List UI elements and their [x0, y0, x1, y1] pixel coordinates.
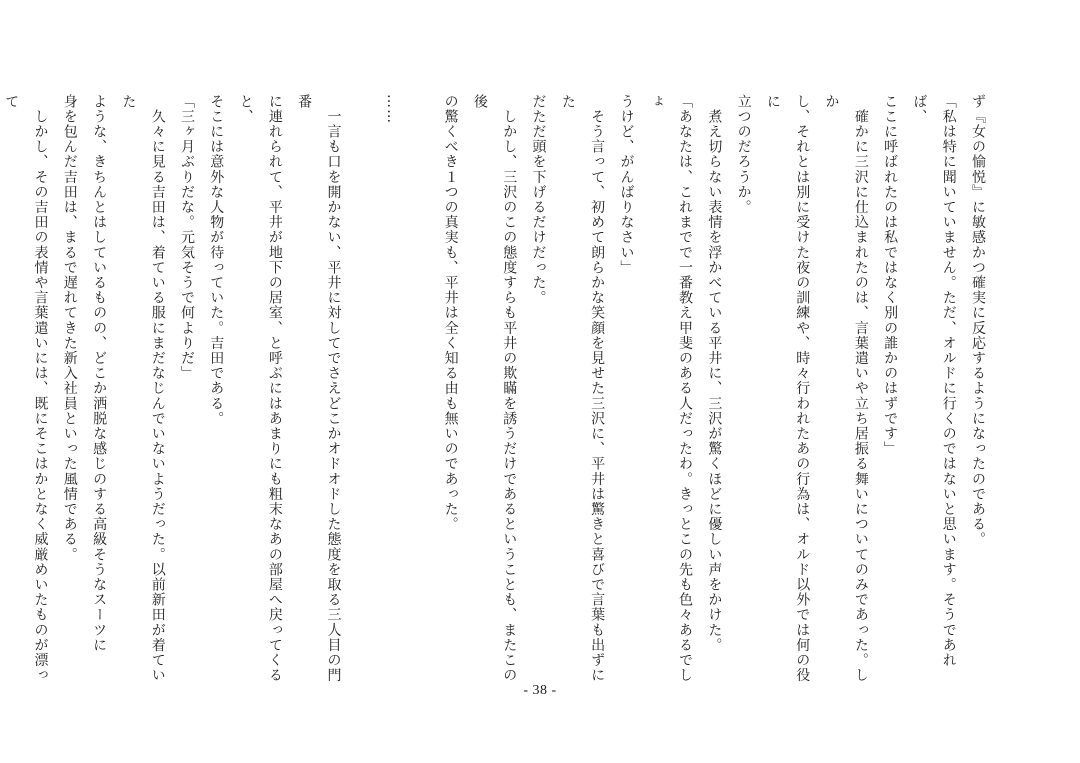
text-column: しかし、その吉田の表情や言葉遣いには、既にそこはかとなく威厳めいたものが漂って [3, 94, 49, 683]
blank-column [406, 94, 435, 684]
text-column: し、それとは別に受けた夜の訓練や、時々行われたあの行為は、オルド以外では何の役に [764, 94, 811, 683]
text-column: だただ頭を下げるだけだった。 [530, 94, 547, 306]
text-column: 「三ヶ月ぶりだな。元気そうで何よりだ」 [178, 94, 195, 381]
text-column: 身を包んだ吉田は、まるで遅れてきた新入社員といった風情である。 [61, 94, 78, 563]
vertical-body-text [3, 94, 992, 684]
text-column: うけど、がんばりなさい」 [618, 94, 635, 276]
text-column: 久々に見る吉田は、着ている服にまだなじんでいないようだった。以前新田が着ていた [120, 94, 166, 683]
text-column: そう言って、初めて朗らかな笑顔を見せた三沢に、平井は驚きと喜びで言葉も出ずにた [559, 94, 606, 683]
text-column: そこには意外な人物が待っていた。吉田である。 [208, 94, 225, 427]
text-column: に連れられて、平井が地下の居室、と呼ぶにはあまりにも粗末なあの部屋へ戻ってくると、 [237, 94, 283, 683]
blank-column [347, 94, 376, 684]
text-column: 立つのだろうか。 [735, 94, 752, 215]
text-column: 確かに三沢に仕込まれたのは、言葉遣いや立ち居振る舞いについてのみであった。しか [823, 94, 869, 683]
text-column: しかし、三沢のこの態度すらも平井の欺瞞を誘うだけであるということも、またこの後 [471, 94, 518, 683]
text-column: 「あなたは、これまでで一番教え甲斐のある人だったわ。きっとこの先も色々あるでしょ [647, 94, 694, 683]
text-column: ず『女の愉悦』に敏感かつ確実に反応するようになったのである。 [970, 94, 986, 547]
text-column: の驚くべき１つの真実も、平井は全く知る由も無いのであった。 [442, 94, 459, 532]
page-number: - 38 - [523, 683, 557, 698]
text-column: ここに呼ばれたのは私ではなく別の誰かのはずです」 [882, 94, 899, 457]
text-column: 煮え切らない表情を浮かべている平井に、三沢が驚くほどに優しい声をかけた。 [706, 94, 723, 653]
text-column: 「私は特に聞いていません。ただ、オルドに行くのではないと思います。そうであれば、 [911, 94, 957, 668]
text-column: ような、きちんとはしているものの、どこか洒脱な感じのする高級そうなスーツに [91, 94, 108, 653]
text-column: …… [384, 94, 401, 125]
text-column: 一言も口を開かない、平井に対してでさえどこかオドオドした態度を取る三人目の門番 [296, 94, 342, 683]
